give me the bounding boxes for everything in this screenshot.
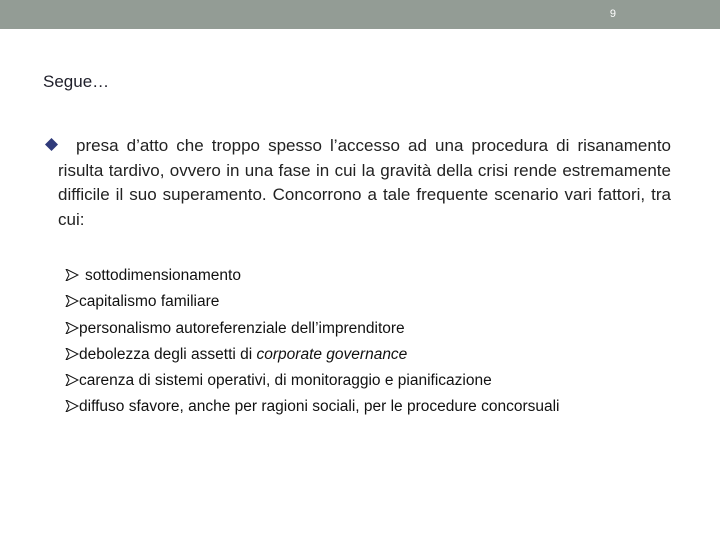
arrow-bullet-icon xyxy=(65,348,79,360)
list-item-label: diffuso sfavore, anche per ragioni sociali, per le procedure concorsuali xyxy=(79,398,560,416)
list-item xyxy=(65,289,560,315)
factors-list xyxy=(65,263,560,421)
list-item xyxy=(65,394,560,420)
arrow-bullet-icon xyxy=(65,374,79,386)
top-bar xyxy=(0,0,720,29)
list-item-label: carenza di sistemi operativi, di monitoraggio e pianificazione xyxy=(79,372,492,390)
list-item-italic-term: corporate governance xyxy=(256,345,408,363)
list-item xyxy=(65,368,560,394)
slide-number: 9 xyxy=(609,8,616,20)
arrow-bullet-icon xyxy=(65,295,79,307)
diamond-bullet-icon xyxy=(45,138,58,151)
slide-subtitle: Segue… xyxy=(43,72,110,91)
list-item xyxy=(65,342,560,368)
arrow-bullet-icon xyxy=(65,400,79,412)
list-item-label: debolezza degli assetti di xyxy=(79,345,257,363)
main-bullet xyxy=(43,134,671,232)
arrow-bullet-icon xyxy=(65,269,79,281)
list-item xyxy=(65,316,560,342)
list-item-label: personalismo autoreferenziale dell’imprenditore xyxy=(79,319,405,337)
list-item xyxy=(65,263,560,289)
list-item-label: capitalismo familiare xyxy=(79,293,220,311)
list-item-label: sottodimensionamento xyxy=(85,267,241,284)
arrow-bullet-icon xyxy=(65,322,79,334)
main-bullet-text: presa d’atto che troppo spesso l’accesso ad una procedura di risanamento risulta tardivo, ovvero in una fase in cui la gravità della crisi rende estremamente difficile il suo superamento. Concorrono a tale frequente scenario vari fattori, tra cui: xyxy=(58,136,671,229)
